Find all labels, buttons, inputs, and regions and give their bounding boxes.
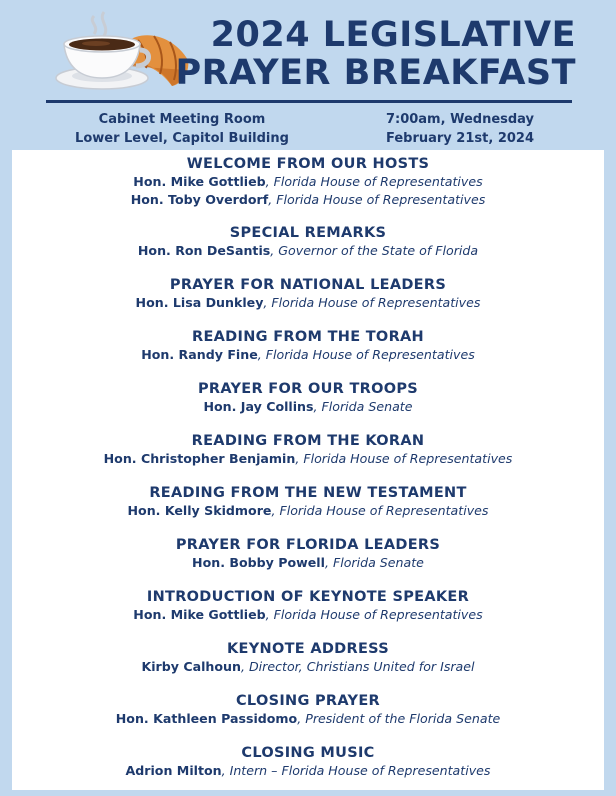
speaker-role: , Florida House of Representatives bbox=[265, 607, 483, 622]
speaker-line bbox=[12, 191, 604, 209]
speaker-role: , Florida House of Representatives bbox=[265, 174, 483, 189]
speaker-line bbox=[12, 606, 604, 624]
speaker-name: Hon. Ron DeSantis bbox=[137, 243, 271, 258]
program-section bbox=[12, 224, 604, 260]
speaker-name: Hon. Jay Collins bbox=[203, 399, 314, 414]
program-panel bbox=[12, 150, 604, 790]
speaker-role: , President of the Florida Senate bbox=[297, 711, 501, 726]
event-date: February 21st, 2024 bbox=[385, 131, 534, 146]
speaker-role: , Florida Senate bbox=[313, 399, 413, 414]
speaker-line bbox=[12, 658, 604, 676]
section-heading: KEYNOTE ADDRESS bbox=[226, 641, 390, 657]
section-heading: PRAYER FOR FLORIDA LEADERS bbox=[175, 537, 441, 553]
program-section bbox=[12, 155, 604, 209]
speaker-role: , Florida House of Representatives bbox=[263, 295, 481, 310]
speaker-role: , Florida House of Representatives bbox=[271, 503, 489, 518]
speaker-role: , Florida House of Representatives bbox=[257, 347, 475, 362]
section-heading: WELCOME FROM OUR HOSTS bbox=[186, 156, 430, 172]
section-heading: CLOSING PRAYER bbox=[235, 693, 380, 709]
speaker-name: Kirby Calhoun bbox=[141, 659, 241, 674]
title-line-2: PRAYER BREAKFAST bbox=[175, 53, 576, 93]
venue-info bbox=[74, 110, 290, 148]
speaker-role: , Florida House of Representatives bbox=[295, 451, 513, 466]
speaker-name: Hon. Toby Overdorf bbox=[130, 192, 269, 207]
program-section bbox=[12, 484, 604, 520]
speaker-line bbox=[12, 242, 604, 260]
header bbox=[0, 0, 616, 150]
speaker-line bbox=[12, 173, 604, 191]
section-heading: PRAYER FOR OUR TROOPS bbox=[197, 381, 419, 397]
speaker-name: Hon. Mike Gottlieb bbox=[133, 607, 266, 622]
speaker-name: Hon. Christopher Benjamin bbox=[103, 451, 296, 466]
program-section bbox=[12, 588, 604, 624]
event-time: 7:00am, Wednesday bbox=[385, 112, 535, 127]
speaker-role: , Florida House of Representatives bbox=[268, 192, 486, 207]
venue-building: Lower Level, Capitol Building bbox=[75, 131, 289, 146]
section-heading: CLOSING MUSIC bbox=[241, 745, 375, 761]
section-heading: READING FROM THE KORAN bbox=[191, 433, 425, 449]
coffee-croissant-icon bbox=[50, 10, 195, 92]
speaker-line bbox=[12, 346, 604, 364]
speaker-name: Hon. Kelly Skidmore bbox=[127, 503, 272, 518]
speaker-line bbox=[12, 762, 604, 780]
program-section bbox=[12, 744, 604, 780]
speaker-line bbox=[12, 710, 604, 728]
program-section bbox=[12, 432, 604, 468]
speaker-name: Adrion Milton bbox=[125, 763, 222, 778]
program-section bbox=[12, 380, 604, 416]
speaker-role: , Florida Senate bbox=[324, 555, 424, 570]
title-divider bbox=[46, 100, 572, 103]
speaker-line bbox=[12, 502, 604, 520]
speaker-name: Hon. Bobby Powell bbox=[192, 555, 325, 570]
speaker-name: Hon. Randy Fine bbox=[141, 347, 258, 362]
speaker-name: Hon. Mike Gottlieb bbox=[133, 174, 266, 189]
speaker-role: , Director, Christians United for Israel bbox=[240, 659, 475, 674]
venue-room: Cabinet Meeting Room bbox=[98, 112, 266, 127]
program-section bbox=[12, 328, 604, 364]
speaker-line bbox=[12, 398, 604, 416]
speaker-name: Hon. Lisa Dunkley bbox=[135, 295, 264, 310]
speaker-role: , Governor of the State of Florida bbox=[270, 243, 479, 258]
speaker-name: Hon. Kathleen Passidomo bbox=[115, 711, 298, 726]
section-heading: SPECIAL REMARKS bbox=[229, 225, 387, 241]
section-heading: PRAYER FOR NATIONAL LEADERS bbox=[169, 277, 447, 293]
title-line-1: 2024 LEGISLATIVE bbox=[210, 15, 576, 55]
time-info bbox=[380, 110, 540, 148]
program-section bbox=[12, 692, 604, 728]
program-section bbox=[12, 276, 604, 312]
speaker-line bbox=[12, 450, 604, 468]
speaker-role: , Intern – Florida House of Representatives bbox=[221, 763, 491, 778]
speaker-line bbox=[12, 294, 604, 312]
section-heading: INTRODUCTION OF KEYNOTE SPEAKER bbox=[146, 589, 470, 605]
page-title bbox=[175, 16, 576, 92]
section-heading: READING FROM THE TORAH bbox=[191, 329, 424, 345]
speaker-line bbox=[12, 554, 604, 572]
program-section bbox=[12, 536, 604, 572]
section-heading: READING FROM THE NEW TESTAMENT bbox=[149, 485, 467, 501]
program-section bbox=[12, 640, 604, 676]
